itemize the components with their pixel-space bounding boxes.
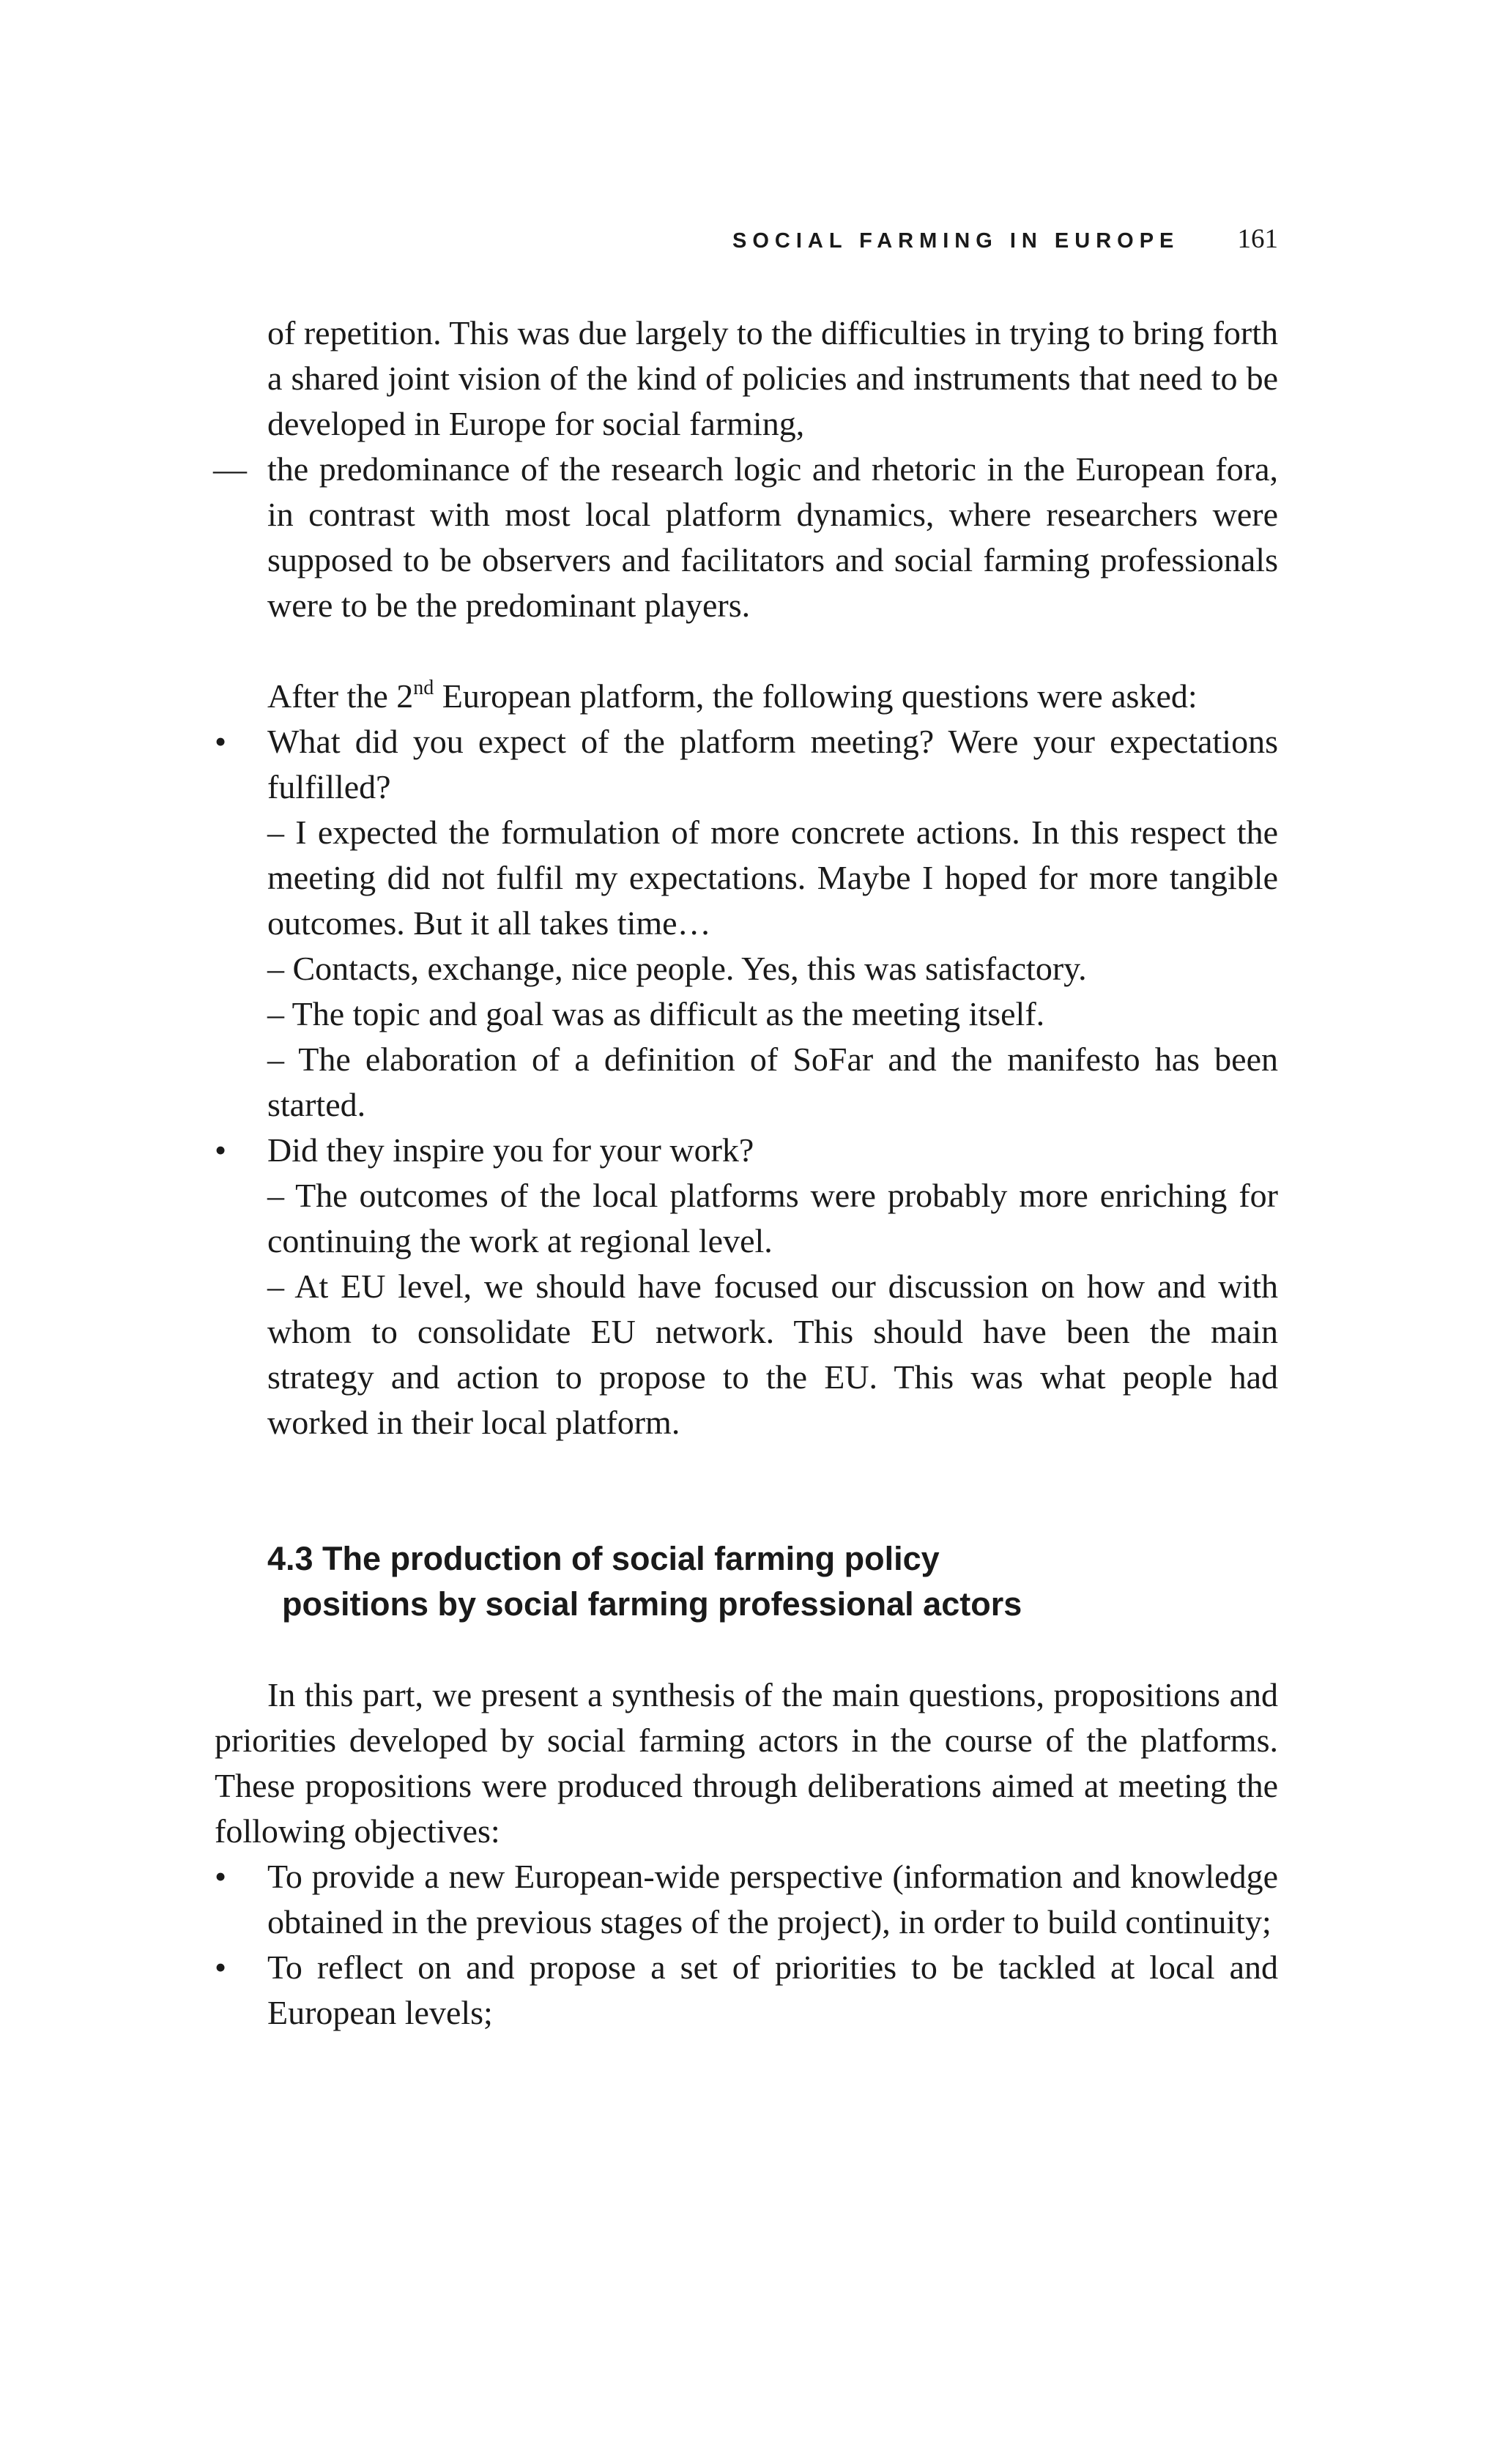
answer-item: – The topic and goal was as difficult as the meeting itself. xyxy=(267,995,1045,1032)
objective-item xyxy=(215,1945,1278,2036)
section-heading xyxy=(215,1536,1278,1627)
section-heading-line-2: positions by social farming professional actors xyxy=(282,1585,1022,1623)
answer-item: – The outcomes of the local platforms were probably more enriching for continuing the work at regional level. xyxy=(267,1177,1278,1259)
question-item xyxy=(215,1128,1278,1173)
bullet-marker: • xyxy=(215,1131,227,1169)
bullet-marker: • xyxy=(215,723,227,760)
objective-text: To reflect on and propose a set of priorities to be tackled at local and European levels; xyxy=(267,1949,1278,2031)
continued-paragraph: of repetition. This was due largely to the difficulties in trying to bring forth a shared joint vision of the kind of policies and instruments that need to be developed in Europe for social farming, xyxy=(267,314,1278,442)
answer-item: – At EU level, we should have focused our discussion on how and with whom to consolidate EU network. This should have been the main strategy and action to propose to the EU. This was what people had worked in their local platform. xyxy=(267,1268,1278,1441)
answer-item: – Contacts, exchange, nice people. Yes, this was satisfactory. xyxy=(267,950,1087,987)
page-number: 161 xyxy=(1237,224,1278,254)
page-header xyxy=(732,223,1278,255)
section-heading-line-1: 4.3 The production of social farming policy xyxy=(267,1540,940,1577)
ordinal-suffix: nd xyxy=(413,677,434,699)
answer-item: – The elaboration of a definition of SoFar and the manifesto has been started. xyxy=(267,1041,1278,1123)
question-text: What did you expect of the platform meeting? Were your expectations fulfilled? xyxy=(267,723,1278,805)
dash-item-text: the predominance of the research logic and rhetoric in the European fora, in contrast with most local platform dynamics, where researchers were supposed to be observers and facilitators and social farming professionals were to be the predominant players. xyxy=(267,450,1278,624)
page-body xyxy=(215,310,1278,2036)
bullet-marker: • xyxy=(215,1858,227,1895)
dash-marker: — xyxy=(213,450,247,488)
intro-paragraph xyxy=(215,674,1278,719)
answer-item: – I expected the formulation of more concrete actions. In this respect the meeting did not fulfil my expectations. Maybe I hoped for more tangible outcomes. But it all takes time… xyxy=(267,814,1278,942)
dash-list-item xyxy=(215,447,1278,628)
question-text: Did they inspire you for your work? xyxy=(267,1131,754,1169)
objective-item xyxy=(215,1854,1278,1945)
intro-text-end: European platform, the following questions were asked: xyxy=(434,677,1198,715)
bullet-marker: • xyxy=(215,1949,227,1986)
intro-text-start: After the 2 xyxy=(267,677,414,715)
objective-text: To provide a new European-wide perspective (information and knowledge obtained in the previous stages of the project), in order to build continuity; xyxy=(267,1858,1278,1940)
question-item xyxy=(215,719,1278,810)
section-paragraph: In this part, we present a synthesis of the main questions, propositions and priorities developed by social farming actors in the course of the platforms. These propositions were produced through deliberations aimed at meeting the following objectives: xyxy=(215,1676,1278,1850)
running-head: SOCIAL FARMING IN EUROPE xyxy=(732,229,1180,253)
